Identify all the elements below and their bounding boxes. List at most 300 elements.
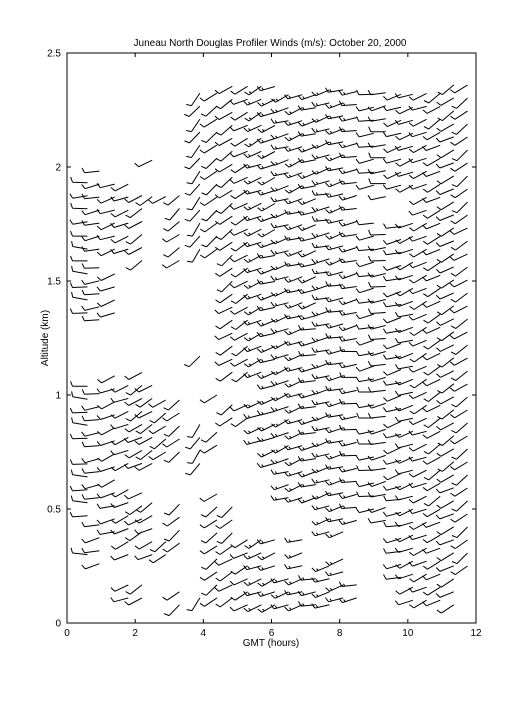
- wind-barb: [215, 216, 232, 224]
- wind-barb: [164, 605, 179, 616]
- wind-barb: [258, 152, 275, 159]
- wind-barb: [97, 467, 115, 472]
- wind-barb: [437, 449, 454, 457]
- wind-barb: [82, 432, 100, 436]
- wind-barb: [126, 261, 142, 271]
- wind-barb: [200, 572, 217, 580]
- wind-barb: [383, 329, 401, 334]
- wind-barb: [368, 335, 385, 340]
- wind-barb: [230, 125, 248, 131]
- wind-barb: [339, 196, 357, 201]
- wind-barb: [312, 389, 330, 394]
- wind-barb: [185, 158, 200, 169]
- wind-barb: [451, 319, 467, 328]
- wind-barb: [438, 85, 454, 95]
- wind-barb: [71, 256, 88, 261]
- wind-barb: [395, 391, 413, 396]
- wind-barb: [423, 236, 440, 244]
- wind-barb: [436, 189, 454, 195]
- wind-barb: [82, 406, 100, 410]
- wind-barb: [231, 418, 248, 427]
- wind-barb: [98, 480, 115, 488]
- wind-barb: [216, 177, 232, 187]
- wind-barb: [383, 318, 401, 323]
- wind-barb: [111, 210, 128, 217]
- wind-barb: [162, 261, 179, 269]
- wind-barb: [298, 132, 316, 137]
- wind-barb: [257, 217, 275, 222]
- wind-barb: [339, 363, 357, 368]
- wind-barb: [452, 527, 468, 538]
- wind-barb: [340, 347, 357, 352]
- wind-barb: [409, 197, 426, 204]
- wind-barb: [257, 463, 275, 467]
- wind-barb: [339, 143, 357, 147]
- wind-barb: [395, 470, 413, 474]
- wind-barb: [216, 520, 233, 529]
- wind-barb: [149, 426, 166, 434]
- wind-barb: [216, 372, 233, 381]
- wind-barb: [436, 319, 453, 326]
- wind-barb: [356, 366, 374, 371]
- wind-barb: [285, 303, 303, 309]
- wind-barb: [258, 204, 275, 212]
- wind-barb: [424, 366, 441, 375]
- wind-barb: [409, 340, 427, 346]
- wind-barb: [71, 548, 88, 555]
- wind-barb: [396, 587, 413, 594]
- wind-barb: [111, 542, 128, 550]
- wind-barb: [135, 529, 153, 534]
- wind-barb: [437, 176, 454, 184]
- wind-barbs: [70, 85, 468, 616]
- wind-barb: [216, 203, 232, 213]
- wind-barb: [396, 535, 413, 542]
- wind-barb: [216, 346, 233, 355]
- wind-barb: [436, 592, 454, 598]
- wind-barb: [125, 450, 142, 458]
- wind-barb: [216, 125, 232, 135]
- wind-barb: [230, 553, 248, 559]
- wind-barb: [201, 507, 217, 517]
- wind-barb: [357, 387, 374, 392]
- wind-barb: [437, 475, 454, 483]
- wind-barb: [200, 197, 217, 205]
- wind-barb: [135, 516, 152, 524]
- wind-barb: [200, 520, 217, 528]
- wind-barb: [215, 138, 232, 145]
- wind-barb: [384, 496, 401, 501]
- wind-barb: [312, 566, 330, 572]
- wind-barb: [423, 587, 440, 595]
- wind-barb: [257, 437, 275, 441]
- wind-barb: [216, 546, 233, 555]
- wind-barb: [395, 405, 413, 411]
- wind-barb: [409, 210, 427, 215]
- wind-barb: [185, 184, 200, 195]
- wind-barb: [82, 564, 100, 569]
- wind-barb: [384, 473, 402, 479]
- wind-barb: [200, 119, 217, 127]
- wind-barb: [126, 411, 142, 421]
- wind-barb: [187, 598, 200, 611]
- wind-barb: [452, 475, 468, 485]
- wind-barb: [185, 463, 200, 475]
- wind-barb: [395, 417, 413, 422]
- wind-barb: [201, 158, 217, 168]
- wind-barb: [201, 132, 217, 142]
- wind-barb: [285, 108, 302, 115]
- wind-barb: [70, 220, 88, 225]
- wind-barb: [437, 410, 454, 419]
- wind-barb: [436, 267, 454, 273]
- wind-barb: [409, 418, 427, 424]
- wind-barb: [423, 132, 440, 140]
- wind-barb: [285, 277, 303, 283]
- wind-barb: [436, 293, 454, 299]
- wind-barb: [216, 320, 233, 329]
- wind-barb: [437, 423, 454, 430]
- wind-barb: [436, 514, 454, 519]
- wind-barb: [230, 177, 248, 183]
- wind-barb: [82, 306, 100, 310]
- wind-barb: [230, 579, 248, 585]
- wind-barb: [424, 496, 440, 506]
- wind-barb: [423, 431, 440, 438]
- wind-barb: [356, 272, 374, 277]
- wind-barb: [230, 229, 248, 235]
- wind-barb: [200, 249, 217, 258]
- wind-barb: [215, 359, 233, 365]
- wind-barb: [230, 255, 247, 262]
- wind-barb: [395, 379, 413, 385]
- wind-barb: [298, 263, 316, 267]
- wind-barb: [136, 398, 153, 407]
- wind-barb: [340, 372, 357, 377]
- wind-barb: [230, 203, 248, 209]
- wind-barb: [369, 256, 386, 261]
- wind-barb: [217, 281, 233, 292]
- wind-barb: [298, 106, 316, 111]
- wind-barb: [82, 548, 100, 553]
- wind-barb: [368, 195, 386, 200]
- wind-barb: [135, 542, 152, 550]
- wind-barb: [285, 485, 302, 492]
- wind-barb: [326, 386, 344, 391]
- wind-barb: [185, 210, 200, 221]
- wind-barb: [257, 243, 275, 248]
- wind-barb: [201, 432, 217, 442]
- wind-barb: [339, 232, 357, 237]
- wind-barb: [187, 424, 200, 437]
- wind-barb: [339, 415, 357, 420]
- wind-barb: [450, 410, 467, 418]
- wind-barb: [125, 372, 142, 379]
- wind-barb: [97, 441, 115, 446]
- wind-barb: [125, 424, 142, 432]
- wind-barb: [339, 468, 357, 472]
- wind-barb: [215, 333, 233, 339]
- wind-barb: [396, 236, 413, 243]
- wind-barb: [437, 397, 454, 404]
- wind-barb: [423, 561, 440, 569]
- wind-barb: [215, 559, 233, 565]
- wind-barb: [164, 426, 180, 436]
- wind-barb: [437, 202, 454, 210]
- wind-barb: [452, 553, 468, 564]
- wind-barb: [97, 428, 114, 435]
- wind-barb: [111, 424, 129, 428]
- wind-barb: [326, 360, 344, 365]
- wind-barb: [231, 268, 248, 277]
- wind-barb: [409, 496, 427, 503]
- wind-barb: [71, 177, 88, 183]
- wind-barb: [97, 313, 115, 317]
- wind-barb: [368, 169, 386, 174]
- wind-barb: [339, 300, 357, 305]
- wind-barb: [187, 249, 200, 262]
- wind-barb: [325, 572, 343, 576]
- wind-barb: [136, 424, 153, 433]
- wind-barb: [200, 598, 217, 606]
- wind-barb: [82, 316, 99, 321]
- wind-barb: [451, 189, 468, 198]
- wind-barb: [423, 184, 440, 192]
- wind-barb: [437, 553, 454, 561]
- wind-barb: [202, 236, 218, 247]
- wind-barb: [82, 416, 99, 421]
- wind-barb: [423, 288, 440, 296]
- wind-barb: [451, 267, 468, 276]
- wind-barb: [339, 389, 357, 394]
- wind-barb: [339, 274, 357, 279]
- wind-barb: [135, 463, 152, 470]
- wind-barb: [285, 553, 303, 559]
- wind-barb: [383, 132, 401, 136]
- wind-barb: [369, 179, 386, 184]
- wind-barb: [395, 338, 412, 343]
- wind-barb: [82, 538, 100, 543]
- wind-barb: [312, 311, 330, 316]
- wind-barb: [299, 351, 316, 356]
- wind-barb: [451, 137, 468, 145]
- wind-barb: [230, 281, 247, 288]
- wind-barb: [436, 371, 453, 378]
- wind-barb: [299, 325, 316, 330]
- wind-barb: [437, 124, 454, 131]
- wind-barb: [230, 333, 247, 340]
- wind-barb: [216, 151, 232, 161]
- wind-barb: [72, 417, 88, 425]
- wind-barb: [257, 320, 275, 326]
- wind-barb: [149, 400, 166, 407]
- wind-barb: [215, 190, 232, 198]
- wind-barb: [356, 403, 374, 408]
- wind-barb: [396, 483, 413, 490]
- wind-barb: [82, 468, 99, 473]
- wind-barb: [201, 106, 217, 116]
- wind-barb: [409, 522, 426, 529]
- wind-barb: [285, 538, 303, 543]
- wind-barb: [339, 442, 357, 446]
- wind-barb: [125, 506, 142, 515]
- wind-barb: [312, 363, 330, 368]
- wind-barb: [111, 598, 129, 602]
- wind-barb: [369, 153, 386, 158]
- wind-barb: [126, 235, 142, 245]
- wind-barb: [424, 418, 441, 427]
- wind-barb: [452, 449, 468, 459]
- wind-barb: [124, 519, 142, 525]
- wind-barb: [437, 98, 454, 106]
- wind-barb: [187, 197, 200, 210]
- wind-barb: [395, 444, 413, 448]
- wind-barb: [357, 169, 374, 174]
- wind-barb: [368, 90, 386, 95]
- wind-barb: [202, 210, 218, 221]
- wind-barb: [423, 483, 440, 491]
- wind-barb: [383, 106, 401, 110]
- wind-barb: [384, 172, 402, 178]
- wind-barb: [298, 404, 316, 409]
- wind-barb: [339, 520, 357, 524]
- wind-barb: [231, 216, 248, 225]
- wind-barb: [339, 169, 357, 173]
- wind-barb: [215, 268, 232, 276]
- wind-barb: [97, 287, 115, 291]
- wind-barb: [356, 220, 374, 225]
- wind-barb: [97, 235, 115, 239]
- wind-barb: [356, 133, 374, 137]
- wind-barb: [357, 413, 374, 418]
- wind-barb: [395, 574, 413, 579]
- wind-barb: [201, 585, 217, 595]
- wind-barb: [245, 86, 262, 95]
- wind-barb: [231, 86, 248, 94]
- x-tick-label: 10: [402, 628, 414, 639]
- wind-barb: [368, 117, 386, 122]
- wind-barb: [200, 93, 217, 101]
- wind-barb: [409, 470, 427, 477]
- wind-barb: [436, 566, 454, 572]
- wind-barb: [257, 450, 275, 457]
- wind-barb: [82, 236, 100, 241]
- wind-barb: [437, 150, 454, 158]
- wind-barb: [125, 398, 142, 405]
- wind-barb: [451, 488, 468, 496]
- wind-barb: [187, 450, 200, 463]
- wind-barb: [257, 295, 275, 301]
- wind-barb: [163, 222, 179, 232]
- wind-barb: [125, 196, 142, 203]
- wind-barb: [357, 466, 374, 471]
- wind-barb: [245, 138, 262, 147]
- wind-barb: [72, 241, 88, 249]
- wind-barb: [126, 585, 143, 594]
- wind-barb: [451, 423, 467, 433]
- wind-barb: [368, 492, 386, 497]
- wind-barb: [436, 540, 454, 545]
- wind-barb: [111, 450, 129, 454]
- chart-title: Juneau North Douglas Profiler Winds (m/s): October 20, 2000: [133, 38, 407, 49]
- wind-barb: [285, 329, 303, 335]
- wind-barb: [357, 117, 374, 122]
- wind-barb: [298, 482, 316, 487]
- wind-barb: [451, 111, 468, 119]
- wind-barb: [451, 215, 468, 224]
- wind-barb: [298, 211, 316, 215]
- wind-barb: [298, 237, 316, 241]
- wind-barb: [126, 385, 142, 395]
- y-tick-label: 1.5: [47, 276, 61, 288]
- wind-barb: [437, 527, 454, 535]
- wind-barb: [298, 378, 316, 383]
- wind-barb: [257, 269, 275, 275]
- wind-barb: [395, 548, 413, 552]
- wind-barb: [82, 442, 99, 447]
- wind-barb: [383, 344, 401, 349]
- wind-barb: [395, 249, 413, 254]
- wind-barb: [217, 255, 233, 266]
- wind-barb: [111, 398, 129, 402]
- wind-barb: [438, 111, 454, 121]
- wind-barb: [423, 158, 440, 166]
- wind-barb: [82, 221, 100, 226]
- wind-barb: [201, 533, 217, 543]
- wind-barb: [215, 307, 233, 313]
- wind-barb: [436, 215, 454, 221]
- wind-barb: [423, 457, 440, 464]
- wind-barb: [312, 337, 330, 342]
- wind-barb: [187, 171, 200, 184]
- wind-barb: [97, 519, 115, 524]
- wind-barb: [451, 540, 468, 549]
- wind-barb: [395, 353, 413, 359]
- wind-barb: [184, 356, 200, 367]
- wind-barb: [424, 119, 440, 129]
- wind-barb: [232, 346, 248, 356]
- wind-barb: [200, 445, 217, 453]
- wind-barb: [356, 236, 374, 240]
- wind-barb: [164, 400, 180, 410]
- wind-barb: [97, 493, 115, 498]
- wind-barb: [187, 223, 200, 236]
- wind-barb: [452, 501, 468, 511]
- wind-barb: [451, 371, 467, 380]
- wind-barb: [285, 564, 303, 569]
- wind-barb: [452, 176, 468, 187]
- wind-barb: [244, 440, 262, 444]
- wind-barb: [215, 585, 233, 591]
- wind-barb: [298, 456, 316, 461]
- wind-barb: [424, 392, 441, 401]
- wind-barb: [201, 559, 217, 570]
- wind-barb: [312, 578, 330, 582]
- wind-barb: [356, 159, 374, 163]
- wind-barb: [97, 223, 115, 230]
- wind-barb: [437, 605, 454, 613]
- wind-barb: [185, 236, 200, 247]
- wind-barb: [258, 178, 275, 186]
- wind-barb: [232, 372, 248, 382]
- wind-barb: [368, 246, 386, 251]
- wind-barb: [97, 376, 114, 383]
- wind-barb: [437, 501, 454, 509]
- wind-barb: [368, 325, 386, 329]
- wind-barb: [438, 462, 454, 472]
- wind-barb: [312, 467, 330, 473]
- wind-barb: [82, 168, 99, 173]
